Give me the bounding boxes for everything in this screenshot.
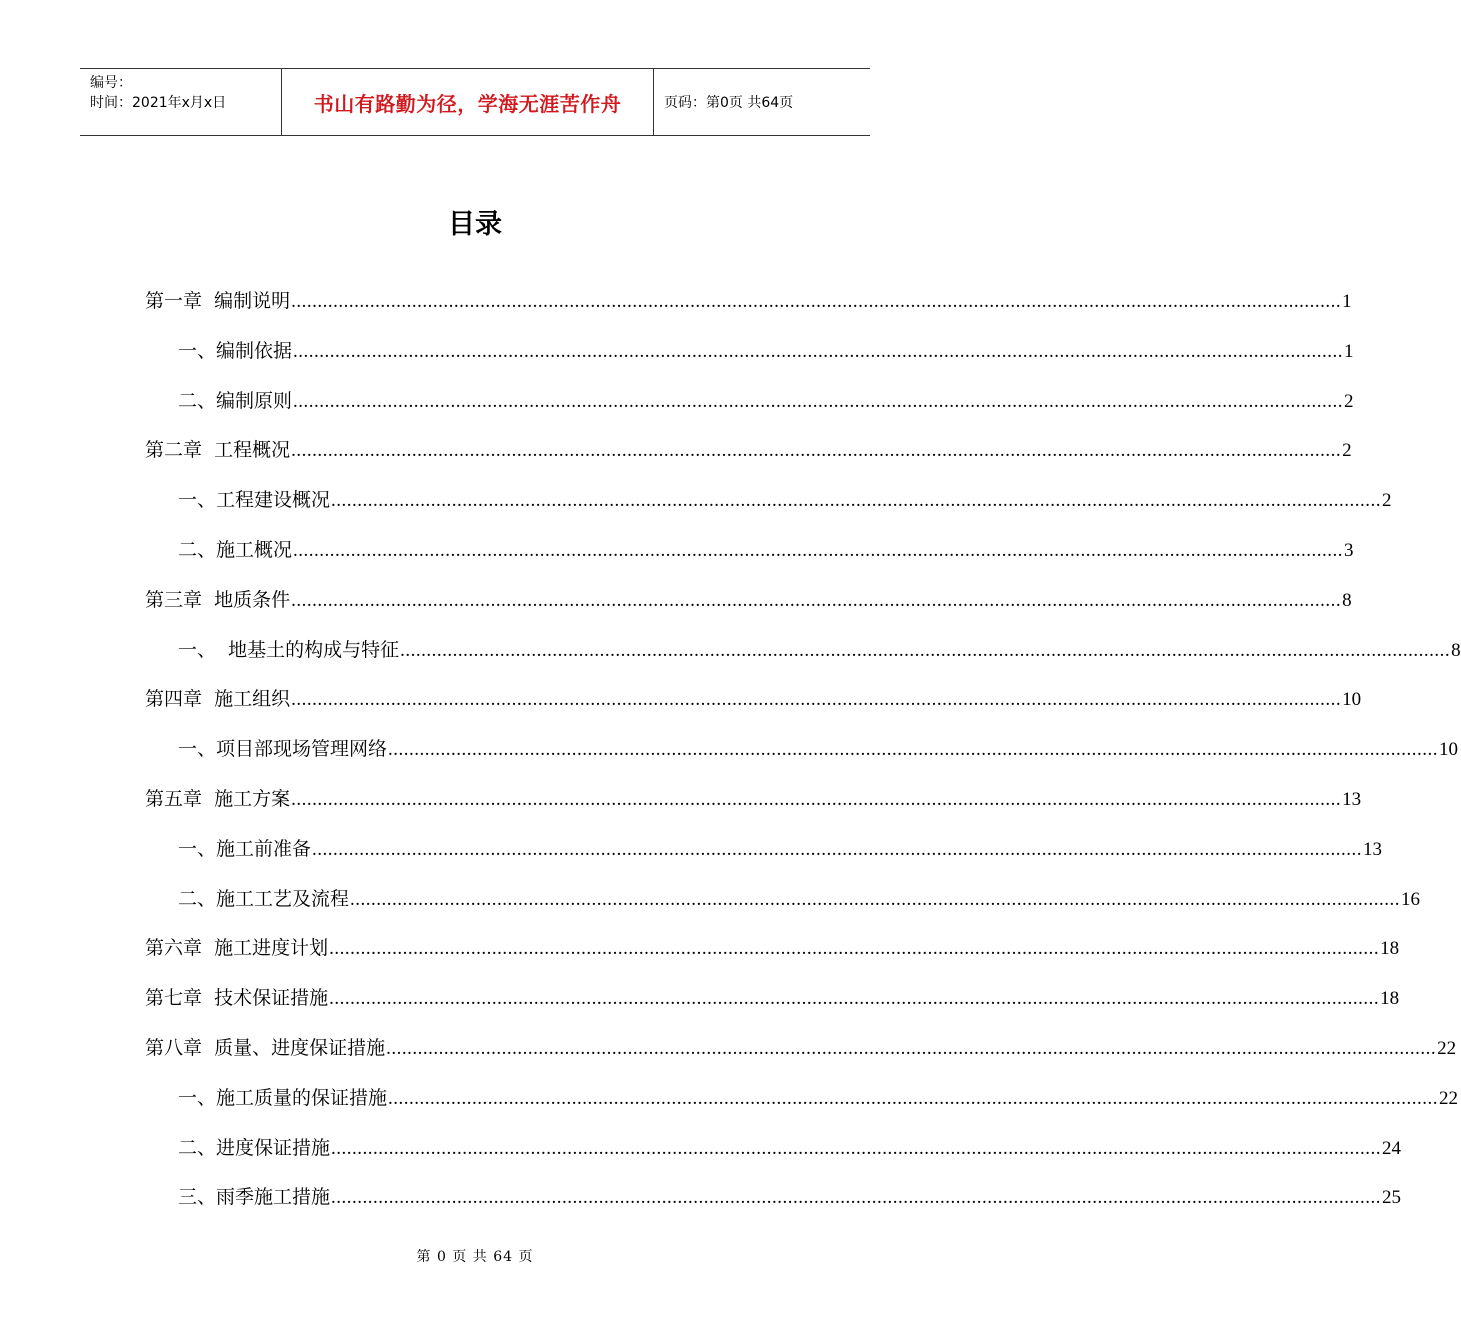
toc-entry-label: 第八章 质量、进度保证措施: [145, 1037, 386, 1059]
toc-entry[interactable]: [178, 387, 1354, 415]
toc-leader-dots: ........................................................................................................................................................................................................: [293, 390, 1344, 412]
document-number-label: 编号：: [90, 75, 132, 91]
toc-entry-label: 二、编制原则: [178, 389, 293, 412]
toc-leader-dots: ........................................................................................................................................................................................................: [291, 589, 1342, 611]
toc-entry-label: 第二章 工程概况: [145, 439, 291, 462]
toc-entry[interactable]: [178, 486, 1392, 514]
document-time-label: 时间：2021年x月x日: [90, 95, 227, 111]
toc-leader-dots: ........................................................................................................................................................................................................: [312, 838, 1363, 860]
toc-entry-label: 一、编制依据: [178, 339, 293, 362]
toc-entry-label: 二、施工工艺及流程: [178, 887, 350, 910]
toc-entry-page-number: 2: [1344, 390, 1354, 412]
toc-entry-label: 一、工程建设概况: [178, 489, 331, 512]
toc-entry-label: 第七章 技术保证措施: [145, 987, 329, 1010]
toc-leader-dots: ........................................................................................................................................................................................................: [386, 1038, 1437, 1059]
toc-leader-dots: ........................................................................................................................................................................................................: [400, 639, 1451, 661]
toc-entry-label: 第一章 编制说明: [145, 290, 291, 312]
toc-entry-label: 二、进度保证措施: [178, 1136, 331, 1159]
toc-entry-label: 第四章 施工组织: [145, 688, 291, 711]
toc-entry-label: 二、施工概况: [178, 539, 293, 561]
toc-entry-page-number: 16: [1401, 888, 1421, 910]
toc-entry-page-number: 25: [1382, 1187, 1402, 1209]
page-title: 目录: [448, 209, 502, 240]
toc-entry-label: 第五章 施工方案: [145, 788, 291, 810]
toc-entry-label: 一、施工质量的保证措施: [178, 1086, 388, 1109]
toc-leader-dots: ........................................................................................................................................................................................................: [329, 938, 1380, 960]
toc-entry[interactable]: [145, 934, 1400, 962]
toc-leader-dots: ........................................................................................................................................................................................................: [291, 789, 1342, 810]
toc-entry-label: 一、 地基土的构成与特征: [178, 638, 400, 661]
toc-entry-page-number: 18: [1380, 988, 1400, 1010]
page-footer: 第 0 页 共 64 页: [416, 1249, 534, 1265]
toc-entry[interactable]: [178, 337, 1354, 365]
toc-entry-label: 第三章 地质条件: [145, 588, 291, 611]
toc-entry[interactable]: [145, 287, 1352, 315]
toc-entry-label: 第六章 施工进度计划: [145, 937, 329, 960]
toc-entry-page-number: 2: [1342, 440, 1352, 462]
toc-leader-dots: ........................................................................................................................................................................................................: [291, 440, 1342, 462]
toc-entry[interactable]: [178, 835, 1383, 863]
toc-entry-page-number: 24: [1382, 1137, 1402, 1159]
toc-entry[interactable]: [178, 536, 1354, 564]
toc-entry[interactable]: [145, 685, 1362, 713]
toc-entry[interactable]: [145, 436, 1352, 464]
toc-leader-dots: ........................................................................................................................................................................................................: [350, 888, 1401, 910]
toc-leader-dots: ........................................................................................................................................................................................................: [293, 340, 1344, 362]
toc-leader-dots: ........................................................................................................................................................................................................: [329, 988, 1380, 1010]
toc-entry-page-number: 1: [1342, 291, 1352, 312]
toc-entry[interactable]: [178, 1183, 1402, 1211]
toc-entry[interactable]: [178, 1134, 1402, 1162]
toc-leader-dots: ........................................................................................................................................................................................................: [331, 1187, 1382, 1209]
toc-entry-page-number: 10: [1342, 689, 1362, 711]
header-page-info: 页码：第0页 共64页: [664, 95, 794, 111]
toc-entry-page-number: 3: [1344, 540, 1354, 561]
toc-entry-page-number: 8: [1342, 589, 1352, 611]
toc-leader-dots: ........................................................................................................................................................................................................: [293, 540, 1344, 561]
toc-entry-label: 三、雨季施工措施: [178, 1186, 331, 1209]
toc-entry[interactable]: [145, 1034, 1457, 1062]
toc-entry[interactable]: [178, 636, 1461, 664]
toc-entry-page-number: 2: [1382, 490, 1392, 512]
toc-leader-dots: ........................................................................................................................................................................................................: [331, 490, 1382, 512]
toc-entry-page-number: 13: [1363, 838, 1383, 860]
toc-entry[interactable]: [145, 984, 1400, 1012]
toc-entry-page-number: 18: [1380, 938, 1400, 960]
toc-entry-page-number: 10: [1439, 739, 1459, 761]
toc-entry[interactable]: [178, 1084, 1459, 1112]
toc-entry[interactable]: [178, 885, 1421, 913]
toc-entry-label: 一、项目部现场管理网络: [178, 738, 388, 761]
toc-entry[interactable]: [145, 785, 1362, 813]
toc-leader-dots: ........................................................................................................................................................................................................: [291, 291, 1342, 312]
toc-entry-page-number: 22: [1437, 1038, 1457, 1059]
header-motto: 书山有路勤为径，学海无涯苦作舟: [313, 91, 622, 116]
toc-leader-dots: ........................................................................................................................................................................................................: [291, 689, 1342, 711]
toc-leader-dots: ........................................................................................................................................................................................................: [388, 739, 1439, 761]
toc-entry-page-number: 8: [1451, 639, 1461, 661]
toc-entry[interactable]: [145, 586, 1352, 614]
toc-leader-dots: ........................................................................................................................................................................................................: [331, 1137, 1382, 1159]
toc-entry-page-number: 13: [1342, 789, 1362, 810]
toc-entry-page-number: 1: [1344, 340, 1354, 362]
toc-entry-page-number: 22: [1439, 1087, 1459, 1109]
toc-leader-dots: ........................................................................................................................................................................................................: [388, 1087, 1439, 1109]
toc-entry-label: 一、施工前准备: [178, 837, 312, 860]
toc-entry[interactable]: [178, 735, 1459, 763]
